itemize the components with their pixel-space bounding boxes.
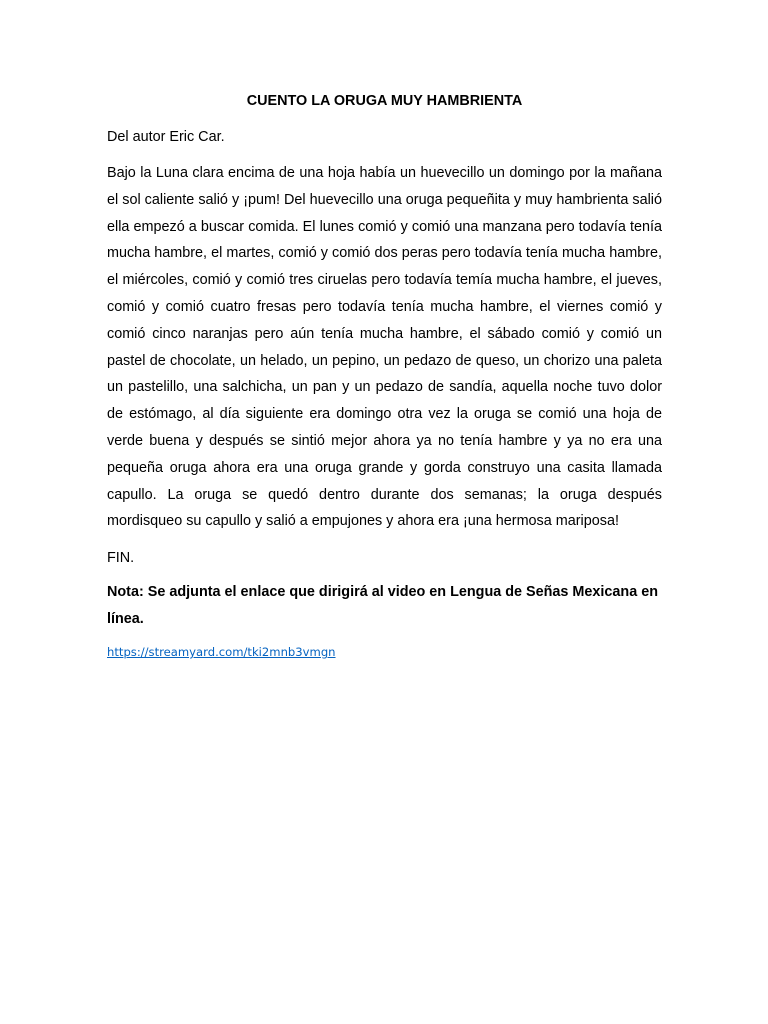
story-paragraph: Bajo la Luna clara encima de una hoja había un huevecillo un domingo por la mañana el sol caliente salió y ¡pum! Del huevecillo una oruga pequeñita y muy hambrienta salió ella empezó a buscar comida. El lunes comió y comió una manzana pero todavía tenía mucha hambre, el martes, comió y comió dos peras pero todavía tenía mucha hambre, el miércoles, comió y comió tres ciruelas pero todavía temía mucha hambre, el jueves, comió y comió cuatro fresas pero todavía tenía mucha hambre, el viernes comió y comió cinco naranjas pero aún tenía mucha hambre, el sábado comió y comió un pastel de chocolate, un helado, un pepino, un pedazo de queso, un chorizo una paleta un pastelillo, una salchicha, un pan y un pedazo de sandía, aquella noche tuvo dolor de estómago, al día siguiente era domingo otra vez la oruga se comió una hoja de verde buena y después se sintió mejor ahora ya no tenía hambre y ya no era una pequeña oruga ahora era una oruga grande y gorda construyo una casita llamada capullo. La oruga se quedó dentro durante dos semanas; la oruga después mordisqueo su capullo y salió a empujones y ahora era ¡una hermosa mariposa! [107, 165, 662, 530]
document-title: CUENTO LA ORUGA MUY HAMBRIENTA [246, 93, 523, 109]
note-paragraph: Nota: Se adjunta el enlace que dirigirá al video en Lengua de Señas Mexicana en línea. [107, 584, 659, 627]
video-link[interactable]: https://streamyard.com/tki2mnb3vmgn [107, 645, 336, 660]
end-marker: FIN. [107, 550, 135, 567]
document-page [107, 88, 662, 662]
author-line: Del autor Eric Car. [107, 129, 225, 145]
